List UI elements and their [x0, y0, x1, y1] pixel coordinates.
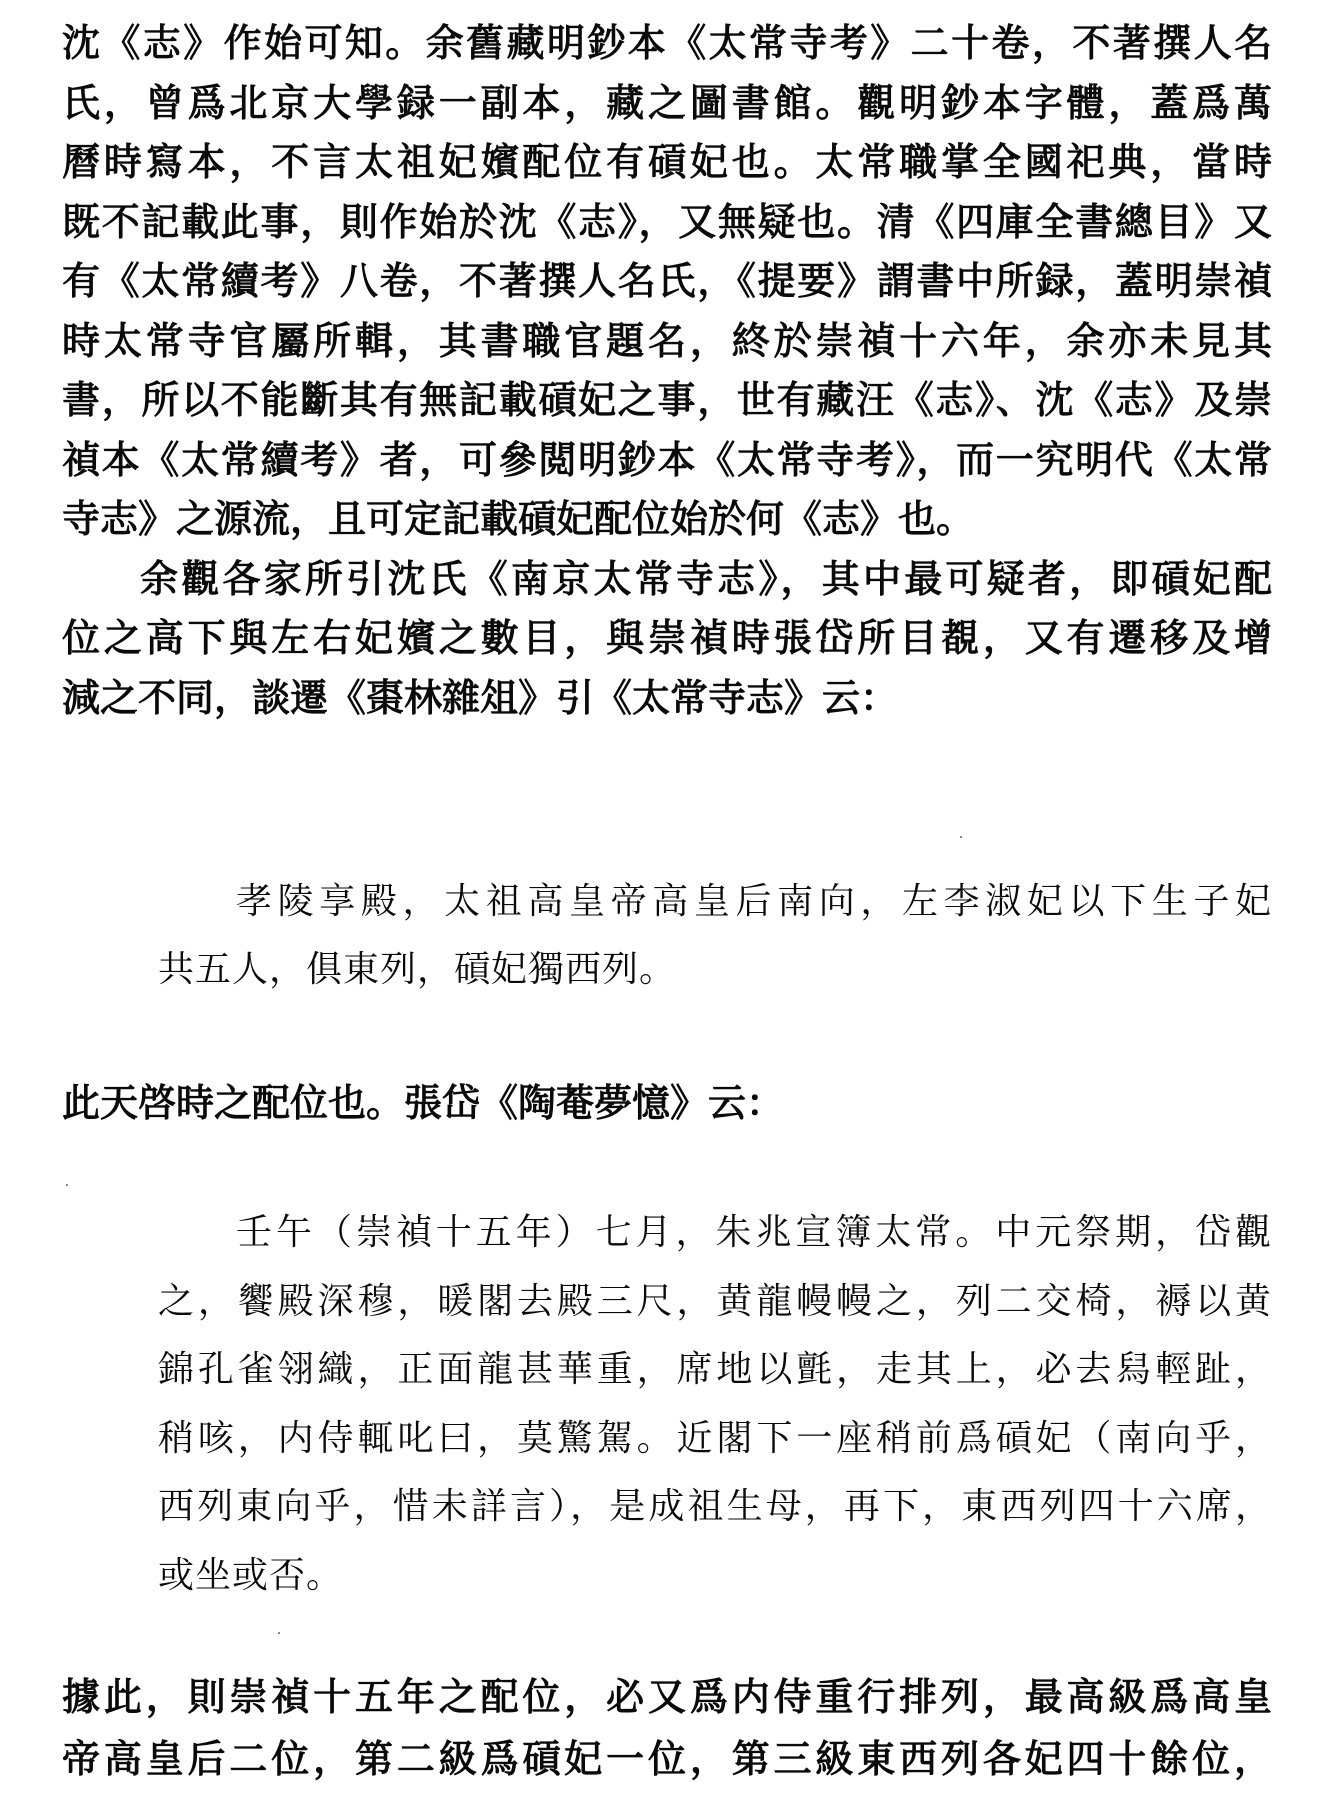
quote-line: 西列東向乎，惜未詳言），是成祖生母，再下，東西列四十六席，	[158, 1486, 1272, 1527]
text-line: 書，所以不能斷其有無記載碽妃之事，世有藏汪《志》、沈《志》及崇	[62, 377, 1272, 422]
scan-speck	[278, 1632, 280, 1634]
text-line: 沈《志》作始可知。余舊藏明鈔本《太常寺考》二十卷，不著撰人名	[62, 20, 1272, 65]
text-line: 寺志》之源流，且可定記載碽妃配位始於何《志》也。	[62, 496, 975, 541]
text-line: 禎本《太常續考》者，可參閲明鈔本《太常寺考》，而一究明代《太常	[62, 437, 1272, 482]
quote-line: 孝陵享殿，太祖高皇帝高皇后南向，左李淑妃以下生子妃	[236, 881, 1272, 922]
scan-speck	[960, 836, 962, 838]
quote-line: 壬午（崇禎十五年）七月，朱兆宣簿太常。中元祭期，岱觀	[236, 1212, 1272, 1253]
scan-speck	[66, 1184, 68, 1186]
text-line: 既不記載此事，則作始於沈《志》，又無疑也。清《四庫全書總目》又	[62, 199, 1272, 244]
text-line: 曆時寫本，不言太祖妃嬪配位有碽妃也。太常職掌全國祀典，當時	[62, 139, 1272, 184]
quote-line: 共五人，俱東列，碽妃獨西列。	[158, 949, 677, 990]
text-line: 帝高皇后二位，第二級爲碽妃一位，第三級東西列各妃四十餘位，	[62, 1736, 1272, 1781]
text-line: 余觀各家所引沈氏《南京太常寺志》，其中最可疑者，即碽妃配	[140, 556, 1272, 601]
text-line: 據此，則崇禎十五年之配位，必又爲内侍重行排列，最高級爲高皇	[62, 1674, 1272, 1719]
quote-line: 或坐或否。	[158, 1555, 344, 1596]
quote-line: 之，饗殿深穆，暖閣去殿三尺，黄龍幔幔之，列二交椅，褥以黄	[158, 1281, 1272, 1322]
quote-line: 稍咳，内侍輒叱曰，莫驚駕。近閣下一座稍前爲碽妃（南向乎，	[158, 1418, 1272, 1459]
text-line: 減之不同，談遷《棗林雜俎》引《太常寺志》云：	[62, 675, 899, 720]
text-line: 氏，曾爲北京大學録一副本，藏之圖書館。觀明鈔本字體，蓋爲萬	[62, 80, 1272, 125]
text-line: 此天啓時之配位也。張岱《陶菴夢憶》云：	[62, 1080, 785, 1125]
text-line: 時太常寺官屬所輯，其書職官題名，終於崇禎十六年，余亦未見其	[62, 318, 1272, 363]
quote-line: 錦孔雀翎織，正面龍甚華重，席地以氈，走其上，必去舄輕趾，	[158, 1349, 1272, 1390]
text-line: 位之高下與左右妃嬪之數目，與崇禎時張岱所目覩，又有遷移及增	[62, 615, 1272, 660]
text-line: 有《太常續考》八卷，不著撰人名氏，《提要》謂書中所録，蓋明崇禎	[62, 258, 1272, 303]
